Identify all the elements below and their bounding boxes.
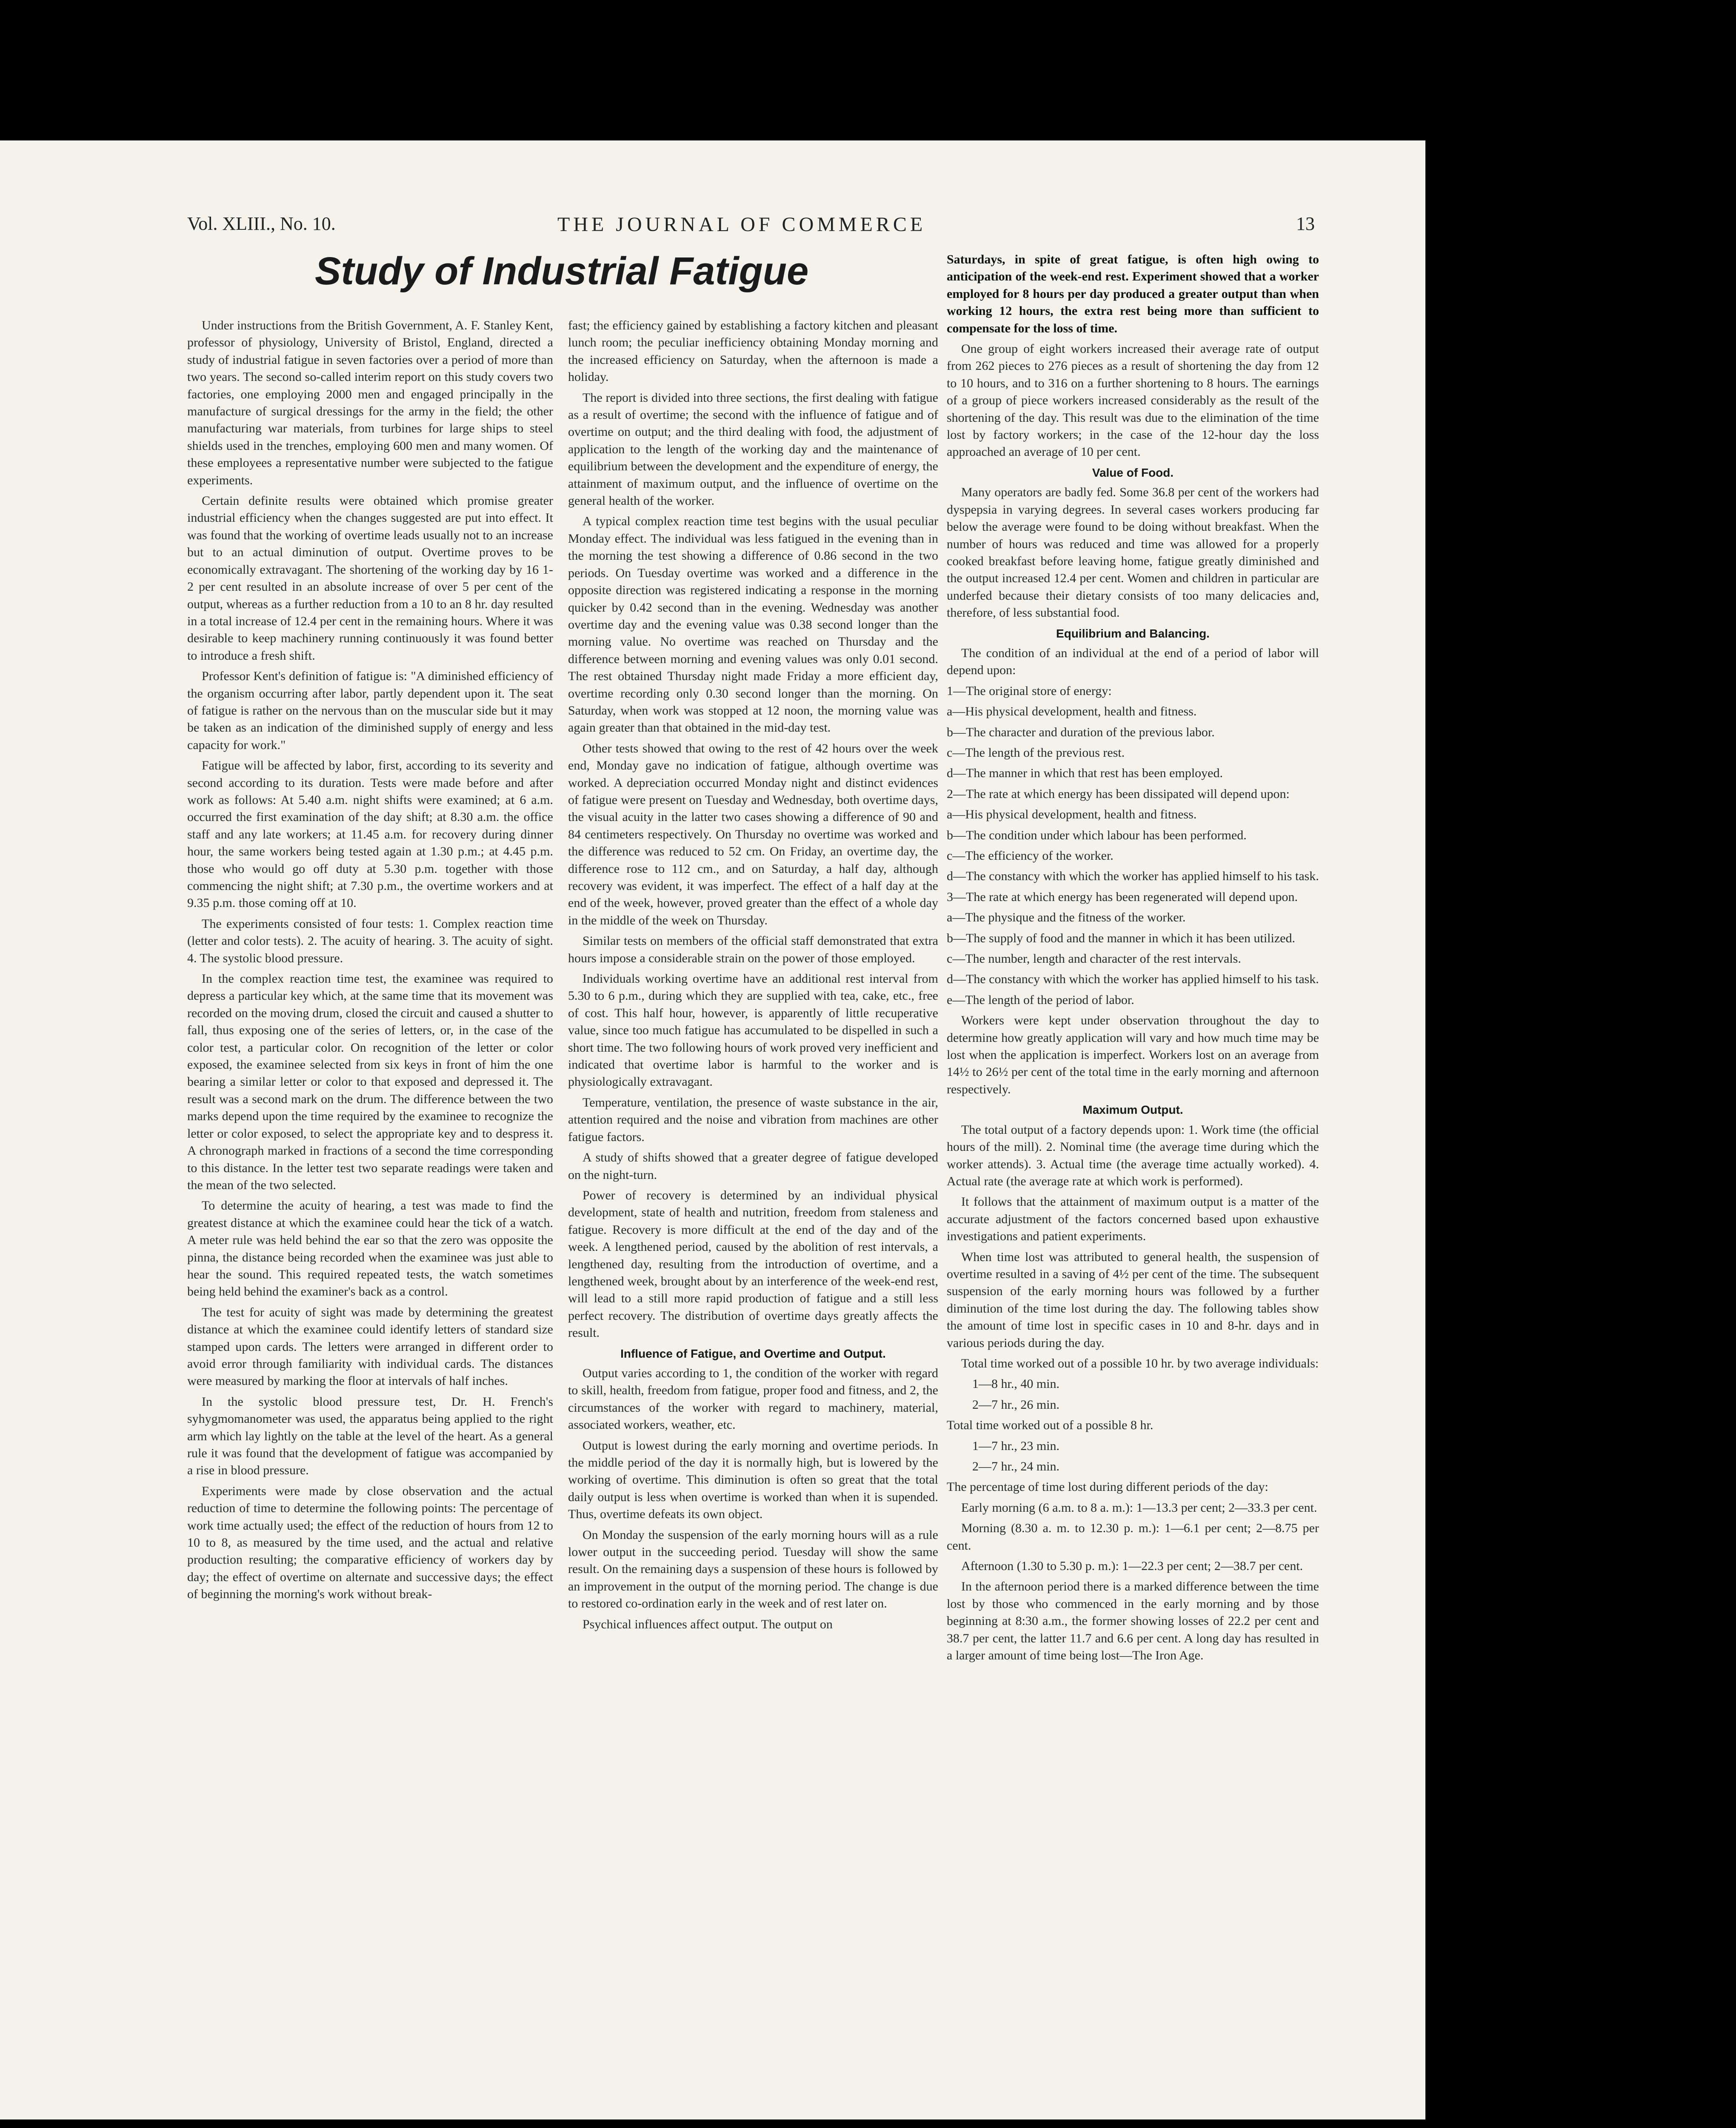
- paragraph: Early morning (6 a.m. to 8 a. m.): 1—13.3 per cent; 2—33.3 per cent.: [961, 1500, 1317, 1515]
- list-item: b—The condition under which labour has been performed.: [947, 828, 1247, 842]
- paragraph: When time lost was attributed to general health, the suspension of overtime resulted in a saving of 4½ per cent of the time. The subsequent suspension of the early morning hours was followed by a further diminution of the time lost during the day. The following tables show the amount of time lost in specific cases in 10 and 8-hr. days and in various periods during the day.: [947, 1250, 1319, 1350]
- list-item: c—The number, length and character of the rest intervals.: [947, 952, 1241, 966]
- paragraph: Certain definite results were obtained which promise greater industrial efficiency when the changes suggested are put into effect. It was found that the working of overtime leads usually not to an increase but to an actual diminution of output. Overtime proves to be economically extravagant. The shortening of the working day by 16 1-2 per cent resulted in an absolute increase of over 5 per cent of the output, whereas as a further reduction from a 10 to an 8 hr. day resulted in a total increase of 12.4 per cent in the remaining hours. Where it was desirable to keep machinery running continuously it was found better to introduce a fresh shift.: [187, 494, 553, 663]
- article-headline: Study of Industrial Fatigue: [315, 249, 809, 293]
- paragraph: Psychical influences affect output. The output on: [582, 1617, 833, 1631]
- list-item: 2—7 hr., 24 min.: [972, 1459, 1060, 1473]
- paragraph: One group of eight workers increased their average rate of output from 262 pieces to 276 pieces as a result of shortening the day from 12 to 10 hours, and to 316 on a further shortening to 8 hours. The earnings of a group of piece workers increased considerably as the result of the shortening of the day. This result was due to the elimination of the time lost by factory workers; in the case of the 12-hour day the loss approached an average of 10 per cent.: [947, 342, 1319, 459]
- paragraph: The total output of a factory depends upon: 1. Work time (the official hours of the mill). 2. Nominal time (the average time during which the worker attends). 3. Actual time (the average time actually worked). 4. Actual rate (the average rate at which work is performed).: [947, 1122, 1319, 1188]
- list-item: b—The supply of food and the manner in which it has been utilized.: [947, 931, 1295, 945]
- paragraph: The condition of an individual at the end of a period of labor will depend upon:: [947, 646, 1319, 678]
- list-item: d—The constancy with which the worker has applied himself to his task.: [947, 869, 1319, 884]
- section-subheading: Maximum Output.: [1082, 1103, 1183, 1117]
- list-item: 1—The original store of energy:: [947, 684, 1112, 698]
- list-item: 3—The rate at which energy has been regenerated will depend upon.: [947, 890, 1298, 904]
- paragraph: Similar tests on members of the official staff demonstrated that extra hours impose a considerable strain on the power of those employed.: [568, 934, 938, 965]
- paragraph: In the systolic blood pressure test, Dr. H. French's syhygmomanometer was used, the apparatus being applied to the right arm which lay lightly on the table at the level of the heart. As a general rule it was found that the development of fatigue was accompanied by a rise in blood pressure.: [187, 1394, 553, 1478]
- paragraph: A study of shifts showed that a greater degree of fatigue developed on the night-turn.: [568, 1150, 938, 1182]
- paragraph: Experiments were made by close observation and the actual reduction of time to determine the following points: The percentage of work time actually used; the effect of the reduction of hours from 12 to 10 to 8, as measured by the time used, and the actual and relative production resulting; the comparative efficiency of workers day by day; the effect of overtime on alternate and successive days; the effect of beginning the morning's work without break-: [187, 1484, 553, 1602]
- volume-number: Vol. XLIII., No. 10.: [187, 213, 336, 234]
- section-subheading: Value of Food.: [1092, 466, 1174, 479]
- paragraph: Many operators are badly fed. Some 36.8 per cent of the workers had dyspepsia in varying degrees. In several cases workers producing far below the average were found to be doing without breakfast. When the number of hours was reduced and time was allowed for a properly cooked breakfast before leaving home, fatigue greatly diminished and the output increased 12.4 per cent. Women and children in particular are underfed because their dietary consists of too many delicacies and, therefore, of less substantial food.: [947, 485, 1319, 620]
- section-subheading: Influence of Fatigue, and Overtime and Output.: [620, 1347, 886, 1360]
- paragraph: To determine the acuity of hearing, a test was made to find the greatest distance at which the examinee could hear the tick of a watch. A meter rule was held behind the ear so that the zero was opposite the pinna, the distance being recorded when the examinee was just able to hear the sound. This required repeated tests, the watch sometimes being held behind the examiner's back as a control.: [187, 1198, 553, 1299]
- paragraph: Fatigue will be affected by labor, first, according to its severity and second according to its duration. Tests were made before and after work as follows: At 5.40 a.m. night shifts were examined; at 6 a.m. occurred the first examination of the day shift; at 8.30 a.m. the office staff and any late workers; at 11.45 a.m. for recovery during dinner hour, the same workers being tested again at 1.30 p.m.; at 4.45 p.m. those who would go off duty at 5.30 p.m. together with those commencing the night shift; at 7.30 p.m., the overtime workers and at 9.35 p.m. those coming off at 10.: [187, 758, 553, 910]
- section-subheading: Equilibrium and Balancing.: [1056, 626, 1210, 640]
- list-item: 1—7 hr., 23 min.: [972, 1439, 1060, 1453]
- list-item: 1—8 hr., 40 min.: [972, 1377, 1060, 1391]
- paragraph: Morning (8.30 a. m. to 12.30 p. m.): 1—6.1 per cent; 2—8.75 per cent.: [947, 1521, 1319, 1553]
- paragraph: In the complex reaction time test, the examinee was required to depress a particular key which, at the same time that its movement was recorded on the moving drum, closed the circuit and caused a shutter to fall, thus exposing one of the series of letters, or, in the case of the color test, a particular color. On recognition of the letter or color exposed, the examinee selected from six keys in front of him the one bearing a similar letter or color to that exposed and depressed it. The result was a second mark on the drum. The difference between the two marks depend upon the time required by the examinee to recognize the letter or color exposed, to select the appropriate key and to despress it. A chronograph marked in fractions of a second the time corresponding to this distance. In the letter test two separate readings were taken and the mean of the two selected.: [187, 972, 553, 1192]
- paragraph: Workers were kept under observation throughout the day to determine how greatly application will vary and how much time may be lost when the application is imperfect. Workers lost on an average from 14½ to 26½ per cent of the total time in the early morning and afternoon respectively.: [947, 1013, 1319, 1096]
- paragraph: The percentage of time lost during different periods of the day:: [947, 1480, 1268, 1494]
- list-item: e—The length of the period of labor.: [947, 992, 1134, 1007]
- paragraph: Power of recovery is determined by an individual physical development, state of health and nutrition, freedom from staleness and fatigue. Recovery is more difficult at the end of the day and of the week. A lengthened period, caused by the abolition of rest intervals, a lengthened day, resulting from the introduction of overtime, and a lengthened week, brought about by an interference of the week-end rest, will lead to a still more rapid production of fatigue and a still less perfect recovery. The distribution of overtime days greatly affects the result.: [568, 1188, 938, 1340]
- paragraph: Under instructions from the British Government, A. F. Stanley Kent, professor of physiology, University of Bristol, England, directed a study of industrial fatigue in seven factories over a period of more than two years. The second so-called interim report on this study covers two factories, one employing 2000 men and engaged principally in the manufacture of surgical dressings for the army in the field; the other manufacturing war materials, from turbines for large ships to steel shields used in the trenches, employing 600 men and many women. Of these employees a representative number were subjected to the fatigue experiments.: [187, 318, 553, 487]
- list-item: 2—The rate at which energy has been dissipated will depend upon:: [947, 787, 1290, 801]
- paragraph: The report is divided into three sections, the first dealing with fatigue as a result of overtime; the second with the influence of fatigue and of overtime on output; and the third dealing with food, the adjustment of application to the length of the working day and the maintenance of equilibrium between the development and the expenditure of energy, the attainment of maximum output, and the influence of overtime on the general health of the worker.: [568, 390, 938, 508]
- list-item: b—The character and duration of the previous labor.: [947, 725, 1215, 739]
- article-column-2: [568, 317, 938, 2105]
- paragraph: Afternoon (1.30 to 5.30 p. m.): 1—22.3 per cent; 2—38.7 per cent.: [961, 1559, 1303, 1573]
- paragraph: Total time worked out of a possible 8 hr.: [947, 1418, 1154, 1433]
- paragraph: A typical complex reaction time test begins with the usual peculiar Monday effect. The individual was less fatigued in the evening than in the morning the test showing a difference of 0.86 second in the two periods. On Tuesday overtime was worked and a difference in the opposite direction was registered indicating a response in the morning quicker by 0.42 second than in the evening. Wednesday was another overtime day and the evening value was 0.38 second longer than the morning value. No overtime was reached on Thursday and the difference between morning and evening values was only 0.01 second. The rest obtained Thursday night made Friday a more efficient day, overtime recording only 0.30 second longer than the morning. On Saturday, when work was stopped at 12 noon, the morning value was again greater than that obtained in the mid-day test.: [568, 514, 938, 735]
- paragraph: Other tests showed that owing to the rest of 42 hours over the week end, Monday gave no indication of fatigue, although overtime was worked. A depreciation occurred Monday night and distinct evidences of fatigue were present on Tuesday and Wednesday, both overtime days, the visual acuity in the latter two cases showing a difference of 90 and 84 centimeters respectively. On Thursday no overtime was worked and the difference was reduced to 52 cm. On Friday, an overtime day, the difference rose to 112 cm., and on Saturday, a half day, although recovery was evident, it was imperfect. The effect of a half day at the end of the week, however, proved greater than the effect of a whole day in the middle of the week on Thursday.: [568, 741, 938, 927]
- list-item: 2—7 hr., 26 min.: [972, 1397, 1060, 1412]
- paragraph: Output varies according to 1, the condition of the worker with regard to skill, health, freedom from fatigue, proper food and fitness, and 2, the circumstances of the worker with regard to machinery, material, associated workers, weather, etc.: [568, 1366, 938, 1432]
- list-item: a—The physique and the fitness of the worker.: [947, 910, 1186, 925]
- paragraph: Output is lowest during the early morning and overtime periods. In the middle period of the day it is normally high, but is lowered by the working of overtime. This diminution is often so great that the total daily output is less when overtime is worked than when it is supended. Thus, overtime defeats its own object.: [568, 1438, 938, 1522]
- paragraph: Professor Kent's definition of fatigue is: "A diminished efficiency of the organism occurring after labor, partly dependent upon it. The seat of fatigue is rather on the nervous than on the muscular side but it may be taken as an indication of the diminished supply of energy and less capacity for work.": [187, 669, 553, 752]
- list-item: c—The efficiency of the worker.: [947, 849, 1114, 863]
- paragraph: On Monday the suspension of the early morning hours will as a rule lower output in the succeeding period. Tuesday will show the same result. On the remaining days a suspension of these hours is followed by an improvement in the output of the morning period. The change is due to restored co-ordination early in the week and of rest later on.: [568, 1527, 938, 1611]
- list-item: a—His physical development, health and fitness.: [947, 704, 1197, 719]
- paragraph: In the afternoon period there is a marked difference between the time lost by those who commenced in the early morning and by those beginning at 8:30 a.m., the former showing losses of 22.2 per cent and 38.7 per cent, the latter 11.7 and 6.6 per cent. A long day has resulted in a larger amount of time being lost—The Iron Age.: [947, 1579, 1319, 1663]
- paragraph: The experiments consisted of four tests: 1. Complex reaction time (letter and color tests). 2. The acuity of hearing. 3. The acuity of sight. 4. The systolic blood pressure.: [187, 916, 553, 965]
- list-item: d—The constancy with which the worker has applied himself to his task.: [947, 972, 1319, 987]
- list-item: a—His physical development, health and fitness.: [947, 807, 1197, 822]
- list-item: d—The manner in which that rest has been employed.: [947, 766, 1223, 781]
- masthead: THE JOURNAL OF COMMERCE: [557, 213, 926, 236]
- paragraph: It follows that the attainment of maximum output is a matter of the accurate adjustment of the factors concerned based upon exhaustive investigations and patient experiments.: [947, 1195, 1319, 1244]
- page-number: 13: [1296, 213, 1315, 234]
- page-header: [187, 213, 1315, 243]
- paragraph: Individuals working overtime have an additional rest interval from 5.30 to 6 p.m., during which they are supplied with tea, cake, etc., free of cost. This half hour, however, is apparently of little recuperative value, since too much fatigue has accumulated to be dispelled in such a short time. The two following hours of work proved very inefficient and indicated that overtime labor is harmful to the worker and is physiologically extravagant.: [568, 972, 938, 1089]
- paragraph: Total time worked out of a possible 10 hr. by two average individuals:: [961, 1356, 1319, 1370]
- list-item: c—The length of the previous rest.: [947, 745, 1125, 760]
- paragraph: Saturdays, in spite of great fatigue, is often high owing to anticipation of the week-end rest. Experiment showed that a worker employed for 8 hours per day produced a greater output than when working 12 hours, the extra rest being more than sufficient to compensate for the loss of time.: [947, 252, 1319, 335]
- article-column-1: [187, 317, 553, 2105]
- newspaper-page: [0, 140, 1425, 2119]
- article-column-3: [947, 251, 1319, 2081]
- paragraph: Temperature, ventilation, the presence of waste substance in the air, attention required and the noise and vibration from machines are other fatigue factors.: [568, 1095, 938, 1144]
- paragraph: The test for acuity of sight was made by determining the greatest distance at which the examinee could identify letters of standard size stamped upon cards. The letters were arranged in different order to avoid error through familiarity with individual cards. The distances were measured by marking the floor at intervals of half inches.: [187, 1305, 553, 1388]
- paragraph: fast; the efficiency gained by establishing a factory kitchen and pleasant lunch room; the peculiar inefficiency obtaining Monday morning and the increased efficiency on Saturday, when the afternoon is made a holiday.: [568, 318, 938, 384]
